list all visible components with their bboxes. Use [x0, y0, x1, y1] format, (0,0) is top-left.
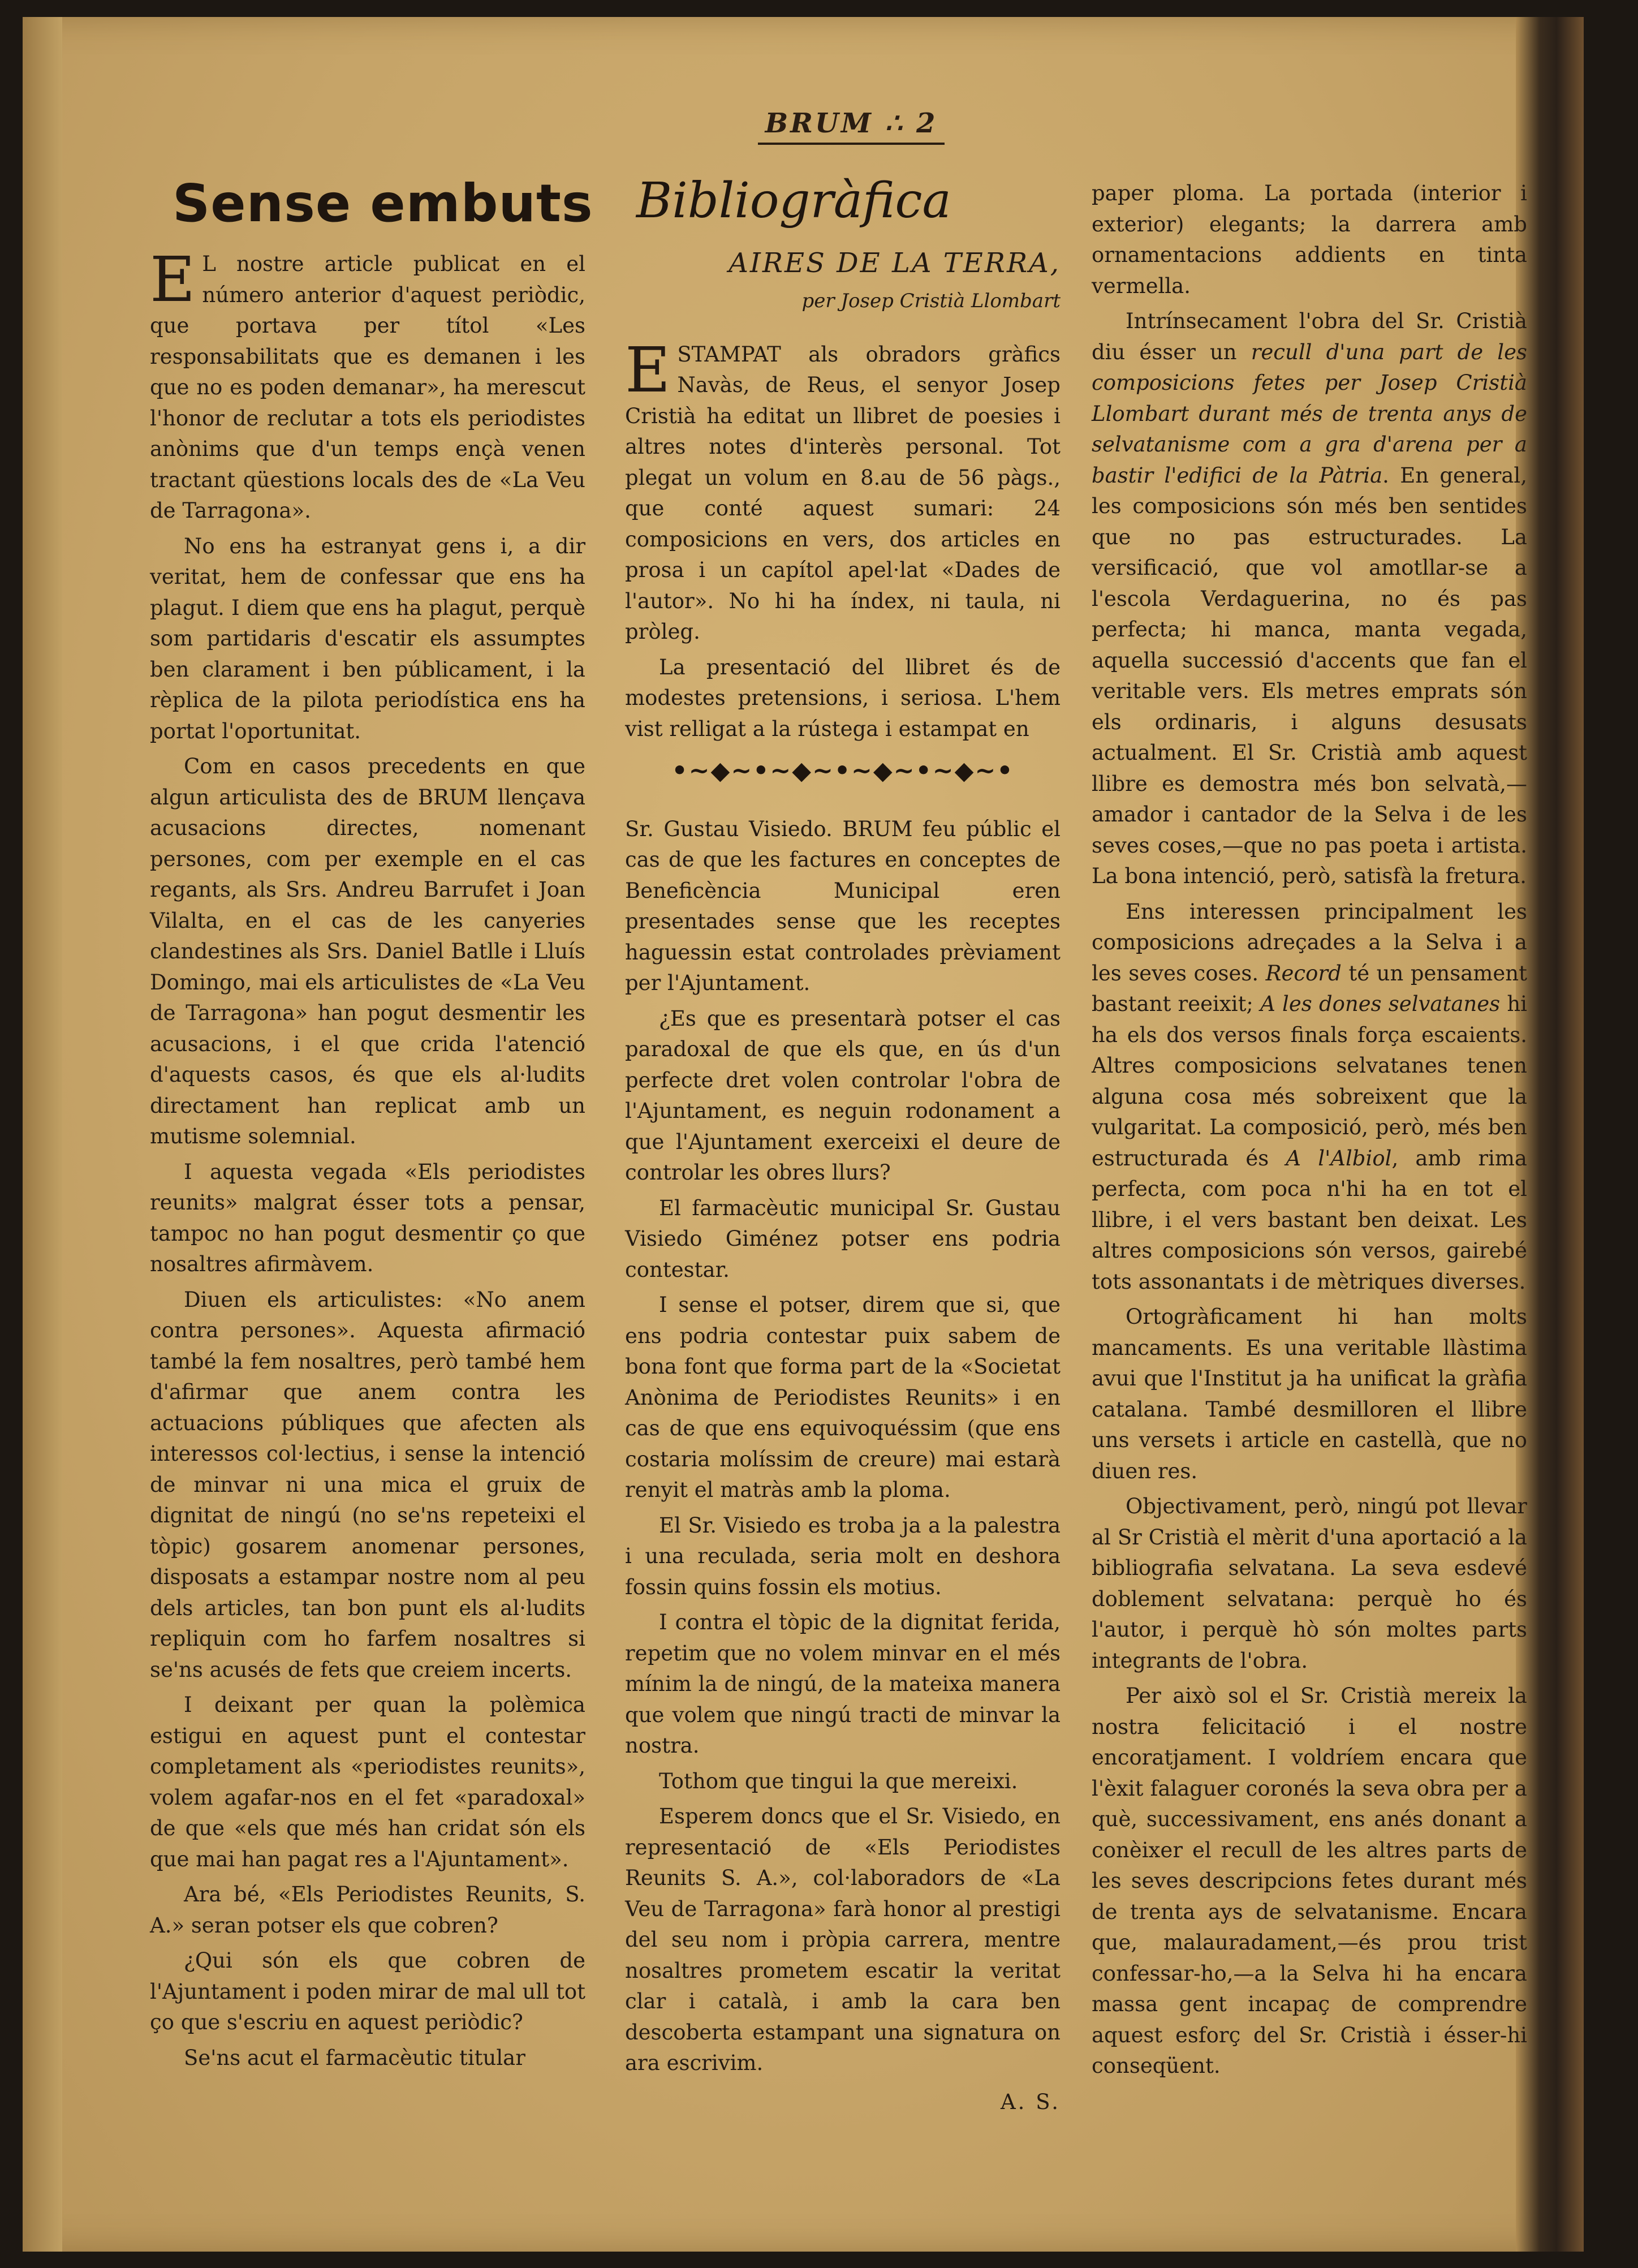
newspaper-page: [23, 17, 1584, 2252]
article-headline: Sense embuts: [173, 173, 593, 234]
ornament-divider: •~◆~•~◆~•~◆~•~◆~•: [671, 756, 1014, 785]
article-paragraph: [1092, 306, 1527, 892]
article-paragraph: ¿Es que es presentarà potser el cas paradoxal de que els que, en ús d'un perfecte dret volen controlar l'obra de l'Ajuntament, es neguin rodonament a que l'Ajuntament exerceixi el deure de controlar les obres llurs?: [625, 1006, 1061, 1185]
page-header: BRUM ∴ 2: [758, 107, 945, 145]
article-paragraph: Diuen els articulistes: «No anem contra persones». Aquesta afirmació també la fem nosaltres, però també hem d'afirmar que anem contra les actuacions públiques que afecten als interessos col·lectius, i sense la intenció de minvar ni una mica el gruix de dignitat de ningú (no se'ns repeteixi el tòpic) gosarem anomenar persones, disposats a estampar nostre nom al peu dels articles, tan bon punt els al·ludits repliquin com ho farfem nosaltres si se'ns acusés de fets que creiem incerts.: [150, 1287, 585, 1682]
column-bibliografica: [625, 175, 1061, 2118]
article-paragraph: I aquesta vegada «Els periodistes reunits» malgrat ésser tots a pensar, tampoc no han pogut desmentir ço que nosaltres afirmàvem.: [150, 1159, 585, 1276]
page-edge: [23, 17, 62, 2252]
article-paragraph: I sense el potser, direm que si, que ens podria contestar puix sabem de bona font que forma part de la «Societat Anònima de Periodistes Reunits» i en cas de que ens equivoquéssim (que ens costaria molíssim de creure) mai estarà renyit el matràs amb la ploma.: [625, 1293, 1061, 1502]
article-paragraph: I contra el tòpic de la dignitat ferida, repetim que no volem minvar en el més mínim la de ningú, de la mateixa manera que volem que ningú tracti de minvar la nostra.: [625, 1610, 1061, 1758]
column-sense-embuts: [150, 173, 593, 2078]
book-author: per Josep Cristià Llombart: [801, 290, 1061, 312]
article-paragraph: El Sr. Visiedo es troba ja a la palestra i una reculada, seria molt en deshora fossin quins fossin els motius.: [625, 1513, 1061, 1599]
article-paragraph: Objectivament, però, ningú pot llevar al Sr Cristià el mèrit d'una aportació a la bibliografia selvatana. La seva esdevé doblement selvatana: perquè ho és l'autor, i perquè hò són moltes parts integrants de l'obra.: [1092, 1494, 1527, 1673]
article-paragraph: I deixant per quan la polèmica estigui en aquest punt el contestar completament als «periodistes reunits», volem agafar-nos en el fet «paradoxal» de que «els que més han cridat són els que mai han pagat res a l'Ajuntament».: [150, 1693, 585, 1871]
article-paragraph: Com en casos precedents en que algun articulista des de BRUM llençava acusacions directes, nomenant persones, com per exemple en el cas regants, als Srs. Andreu Barrufet i Joan Vilalta, en el cas de les canyeries clandestines als Srs. Daniel Batlle i Lluís Domingo, mai els articulistes de «La Veu de Tarragona» han pogut desmentir les acusacions, i el que crida l'atenció d'aquests casos, és que els al·ludits directament han replicat amb un mutisme solemnial.: [150, 754, 585, 1148]
article-paragraph: Esperem doncs que el Sr. Visiedo, en representació de «Els Periodistes Reunits S. A.», col·laboradors de «La Veu de Tarragona» farà honor al prestigi del seu nom i pròpia carrera, mentre nosaltres prometem escatir la veritat clar i català, i amb la cara ben descoberta estampant una signatura on ara escrivim.: [625, 1804, 1061, 2075]
article-paragraph: ESTAMPAT als obradors gràfics Navàs, de Reus, el senyor Josep Cristià ha editat un llibret de poesies i altres notes d'interès personal. Tot plegat un volum en 8.au de 56 pàgs., que conté aquest sumari: 24 composicions en vers, dos articles en prosa i un capítol apel·lat «Dades de l'autor». No hi ha índex, ni taula, ni pròleg.: [625, 333, 1061, 644]
text-run: , amb rima perfecta, com poca n'hi ha en tot el llibre, i el vers bastant ben deixat. Les altres composicions són versos, gairebé tots assonantats i de mètriques diverses.: [1092, 1146, 1527, 1294]
article-paragraph: Ara bé, «Els Periodistes Reunits, S. A.» seran potser els que cobren?: [150, 1882, 585, 1938]
author-signature: A. S.: [1000, 2089, 1061, 2114]
article-paragraph: No ens ha estranyat gens i, a dir veritat, hem de confessar que ens ha plagut. I diem que ens ha plagut, perquè som partidaris d'escatir els assumptes ben clarament i ben públicament, i la rèplica de la pilota periodística ens ha portat l'oportunitat.: [150, 533, 585, 743]
article-paragraph: Tothom que tingui la que mereixi.: [659, 1768, 1018, 1793]
article-paragraph: Sr. Gustau Visiedo. BRUM feu públic el cas de que les factures en conceptes de Beneficència Municipal eren presentades sense que les receptes haguessin estat controlades prèviament per l'Ajuntament.: [625, 816, 1061, 995]
poem-title: Record: [1265, 961, 1342, 985]
text-run: té un pensament bastant reeixit;: [1092, 961, 1527, 1016]
poem-title: A les dones selvatanes: [1260, 992, 1501, 1016]
text-run: Intrínsecament l'obra del Sr. Cristià diu ésser un: [1092, 309, 1527, 364]
text-run: . En general, les composicions són més ben sentides que no pas estructurades. La versificació, que vol amotllar-se a l'escola Verdaguerina, no és pas perfecta; hi manca, manta vegada, aquella successió d'accents que fan el veritable vers. Els metres emprats són els ordinaris, i alguns desusats actualment. El Sr. Cristià amb aquest llibre es demostra més bon selvatà,—amador i cantador de la Selva i de les seves coses,—que no pas poeta i artista. La bona intenció, però, satisfà la fretura.: [1092, 463, 1527, 888]
article-paragraph: paper ploma. La portada (interior i exterior) elegants; la darrera amb ornamentacions addients en tinta vermella.: [1092, 181, 1527, 298]
article-paragraph: ¿Qui són els que cobren de l'Ajuntament i poden mirar de mal ull tot ço que s'escriu en aquest periòdic?: [150, 1948, 585, 2034]
article-paragraph: El farmacèutic municipal Sr. Gustau Visiedo Giménez potser ens podria contestar.: [625, 1195, 1061, 1282]
italic-quote: recull d'una part de les composicions fetes per Josep Cristià Llombart durant més de trenta anys de selvatanisme com a gra d'arena per a bastir l'edifici de la Pàtria: [1092, 339, 1527, 488]
article-paragraph: EL nostre article publicat en el número anterior d'aquest periòdic, que portava per títol «Les responsabilitats que es demanen i les que no es poden demanar», ha merescut l'honor de reclutar a tots els periodistes anònims que d'un temps ençà venen tractant qüestions locals des de «La Veu de Tarragona».: [150, 243, 585, 523]
article-headline: Bibliogràfica: [636, 173, 951, 229]
article-paragraph: Se'ns acut el farmacèutic titular: [184, 2045, 525, 2070]
article-paragraph: La presentació del llibret és de modestes pretensions, i seriosa. L'hem vist relligat a la rústega i estampat en: [625, 655, 1061, 741]
article-paragraph: Ortogràficament hi han molts mancaments. Es una veritable llàstima avui que l'Institut ja ha unificat la gràfia catalana. També desmilloren el llibre uns versets i article en castellà, que no diuen res.: [1092, 1305, 1527, 1483]
article-paragraph: Per això sol el Sr. Cristià mereix la nostra felicitació i el nostre encoratjament. I voldríem encara que l'èxit falaguer coronés la seva obra per a què, successivament, ens anés donant a conèixer el recull de les altres parts de les seves descripcions fetes durant més de trenta ays de selvatanisme. Encara que, malauradament,—és prou trist confessar-ho,—a la Selva hi ha encara massa gent incapaç de comprendre aquest esforç del Sr. Cristià i ésser-hi conseqüent.: [1092, 1684, 1527, 2078]
poem-title: A l'Albiol: [1286, 1146, 1392, 1170]
column-bibliografica-continued: [1092, 178, 1527, 2086]
article-paragraph: [1092, 897, 1527, 1298]
book-title: AIRES DE LA TERRA,: [729, 247, 1061, 279]
text-run: Ens interessen principalment les composicions adreçades a la Selva i a les seves coses.: [1092, 899, 1527, 985]
text-run: hi ha els dos versos finals força escaients. Altres composicions selvatanes tenen alguna cosa més sobreixent que la vulgaritat. La composició, però, més ben estructurada és: [1092, 992, 1527, 1170]
